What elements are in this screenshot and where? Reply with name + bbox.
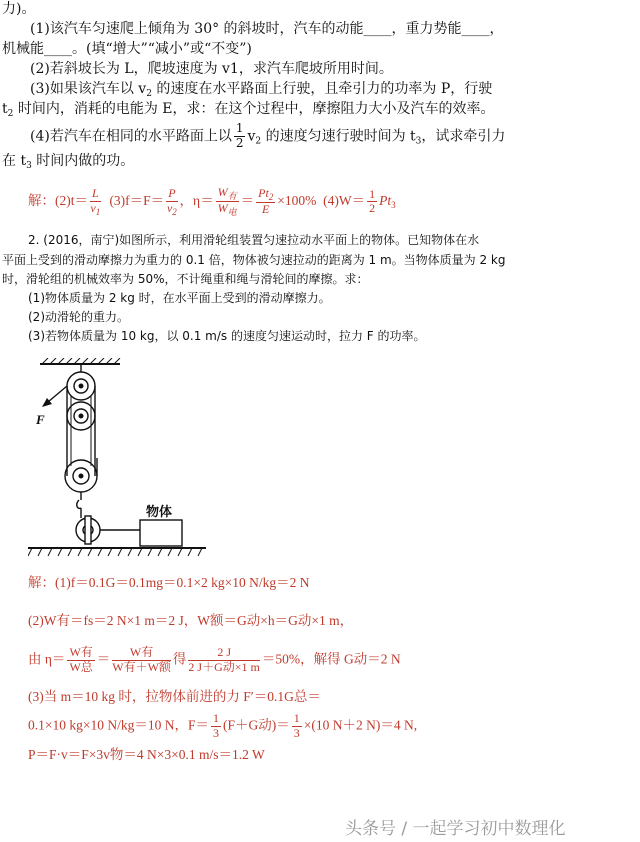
ans1-frac-w-den (216, 202, 239, 217)
q2-line-3: 时，滑轮组的机械效率为 50%，不计绳重和绳与滑轮间的摩擦。求： (2, 272, 369, 286)
ans1-frac-half-den: 2 (369, 201, 376, 216)
movable-pulley-holder (85, 516, 91, 544)
ans2-frac-third-1-den: 3 (212, 725, 219, 740)
q1-part3-text-a: (3)如果该汽车以 v (30, 81, 147, 97)
ans2-frac-2 (112, 646, 171, 675)
ans1-frac-w-den-w: W (217, 201, 228, 216)
ans1-frac-pt-num-sub: 2 (268, 191, 274, 202)
ans1-frac-f-den (166, 202, 177, 217)
ans2-line-6: P＝F·v＝F×3v物＝4 N×3×0.1 m/s＝1.2 W (28, 747, 265, 762)
ans1-pt3-sub: 3 (391, 199, 396, 210)
answer1-line (28, 186, 396, 218)
ans1-frac-f-den-sub: 2 (172, 206, 177, 217)
q1-part4-line1 (30, 122, 505, 151)
q1-part4-v: v (247, 128, 256, 145)
ans2-frac-3-num: 2 J (188, 646, 259, 661)
q1-part2: (2)若斜坡长为 L，爬坡速度为 v1，求汽车爬坡所用时间。 (30, 61, 393, 77)
ans1-eq: ＝ (240, 192, 255, 208)
ans1-frac-f (166, 187, 177, 217)
q2-part1: (1)物体质量为 2 kg 时，在水平面上受到的滑动摩擦力。 (28, 291, 331, 305)
q1-part3-sub: 2 (146, 89, 152, 99)
ans1-frac-f-num: P (168, 185, 176, 200)
ans1-frac-half (367, 188, 377, 217)
q1-part4-t-sub: 3 (415, 136, 422, 147)
ans1-pt3: Pt (379, 192, 392, 208)
ans1-frac-t-num: L (92, 185, 99, 200)
ans2-l5-a: 0.1×10 kg×10 N/kg＝10 N，F＝ (28, 717, 209, 733)
ans2-frac-third-2 (292, 712, 302, 741)
ans1-frac-w-num (216, 186, 239, 202)
q1-part3-line2 (2, 102, 495, 119)
ans1-frac-t-den (90, 202, 101, 217)
q1-part4-text-e: 时间内做的功。 (31, 153, 135, 169)
ans2-l5-c: ×(10 N＋2 N)＝4 N, (303, 717, 418, 733)
ans1-frac-t (90, 187, 101, 217)
fixed-pulley-top-axle (79, 384, 83, 388)
q1-part1-line2: 机械能____。(填“增大”“减小”或“不变”) (2, 41, 252, 57)
ans2-frac-2-den: W有＋W额 (112, 659, 171, 674)
object-label: 物体 (146, 505, 173, 520)
ans2-frac-third-1 (211, 712, 221, 741)
fixed-pulley-middle-axle (79, 414, 83, 418)
ans2-line-1: 解：(1)f＝0.1G＝0.1mg＝0.1×2 kg×10 N/kg＝2 N (28, 575, 310, 590)
q1-part4-text-c: ，试求牵引力 (421, 128, 506, 145)
force-rope (48, 386, 67, 402)
ans2-line-3 (28, 646, 401, 675)
ans2-de: 得 (172, 651, 187, 667)
ans1-frac-w (216, 186, 239, 218)
ans2-frac-3-den: 2 J＋G动×1 m (188, 659, 260, 674)
ans2-frac-1 (67, 646, 94, 675)
ans1-part4: (4)W＝ (323, 192, 366, 208)
ans1-frac-w-den-sub: 电 (227, 207, 237, 218)
ans1-frac-pt-num (256, 187, 275, 203)
ans2-eta-prefix: 由 η＝ (28, 651, 66, 667)
q1-part4-text-b: 的速度匀速行驶时间为 t (261, 128, 416, 145)
ans1-frac-t-den-sub: 1 (95, 206, 101, 217)
ans2-frac-third-2-den: 3 (293, 725, 300, 740)
ans2-result: ＝50%，解得 G动＝2 N (261, 651, 401, 667)
object-block (140, 520, 182, 546)
floor-hatch (28, 548, 202, 556)
ans2-l5-b: (F＋G动)＝ (222, 717, 290, 733)
q2-line-1: 2. (2016，南宁)如图所示，利用滑轮组装置匀速拉动水平面上的物体。已知物体在水 (28, 233, 480, 247)
pulley-diagram (28, 358, 208, 568)
watermark: 头条号 / 一起学习初中数理化 (345, 819, 566, 839)
q1-part4-text-a: (4)若汽车在相同的水平路面上以 (30, 128, 232, 145)
q1-part1-line1: (1)该汽车匀速爬上倾角为 30° 的斜坡时，汽车的动能____，重力势能____， (30, 21, 504, 37)
ans1-frac-pt-den: E (262, 202, 270, 217)
ans1-frac-f-den-v: v (166, 200, 173, 215)
ans1-frac-t-den-v: v (90, 200, 96, 215)
q1-part3-line1 (30, 82, 492, 99)
force-label: F (36, 412, 45, 427)
ans2-frac-third-1-num: 1 (212, 711, 219, 725)
ans2-eq: ＝ (96, 651, 111, 667)
ans1-eta: ，η＝ (179, 192, 214, 208)
q1-line-0: 力)。 (2, 1, 36, 17)
q2-part3: (3)若物体质量为 10 kg，以 0.1 m/s 的速度匀速运动时，拉力 F 的功率。 (28, 329, 426, 343)
ans1-frac-w-num-sub: 有 (227, 191, 237, 201)
q1-part4-v-sub: 2 (255, 136, 262, 147)
q1-part3-t: t (2, 101, 8, 117)
ans2-line-4: (3)当 m＝10 kg 时，拉物体前进的力 F′＝0.1G总＝ (28, 689, 321, 704)
fixed-pulley-bottom-axle (79, 474, 83, 478)
q1-part3-t-sub: 2 (7, 109, 14, 119)
ans1-part3: (3)f＝F＝ (109, 192, 165, 208)
q1-part4-frac-den: 2 (235, 135, 244, 150)
ans2-line-2: (2)W有＝fs＝2 N×1 m＝2 J，W额＝G动×h＝G动×1 m， (28, 613, 354, 628)
ans2-line-5 (28, 712, 417, 741)
ans2-frac-3 (188, 646, 259, 675)
ans1-frac-pt (256, 187, 275, 217)
pulley-frame (71, 396, 91, 466)
hook (77, 492, 81, 508)
q1-part3-text-b: 的速度在水平路面上行驶，且牵引力的功率为 P，行驶 (151, 81, 493, 97)
q2-part2: (2)动滑轮的重力。 (28, 310, 129, 324)
ans2-frac-1-num: W有 (69, 645, 93, 659)
ans1-frac-pt-num-pt: Pt (258, 185, 269, 200)
ans1-frac-w-num-w: W (217, 185, 228, 199)
q1-part4-text-d: 在 t (2, 153, 27, 169)
ans1-frac-half-num: 1 (369, 186, 376, 201)
ans2-frac-1-den: W总 (69, 659, 93, 674)
q2-line-2: 平面上受到的滑动摩擦力为重力的 0.1 倍，物体被匀速拉动的距离为 1 m。当物体质量为 2 kg (2, 253, 506, 267)
q1-part4-t3-sub: 3 (26, 161, 32, 171)
q1-part4-line2 (2, 154, 134, 171)
q1-part3-text-c: 时间内，消耗的电能为 E，求：在这个过程中，摩擦阻力大小及汽车的效率。 (13, 101, 495, 117)
ans2-frac-third-2-num: 1 (293, 711, 300, 725)
q1-part4-fraction (234, 122, 246, 151)
ans2-frac-2-num: W有 (112, 646, 171, 661)
ans1-jie: 解：(2)t＝ (28, 192, 88, 208)
ans1-pct: ×100% (277, 192, 317, 208)
q1-part4-frac-num: 1 (235, 121, 244, 135)
